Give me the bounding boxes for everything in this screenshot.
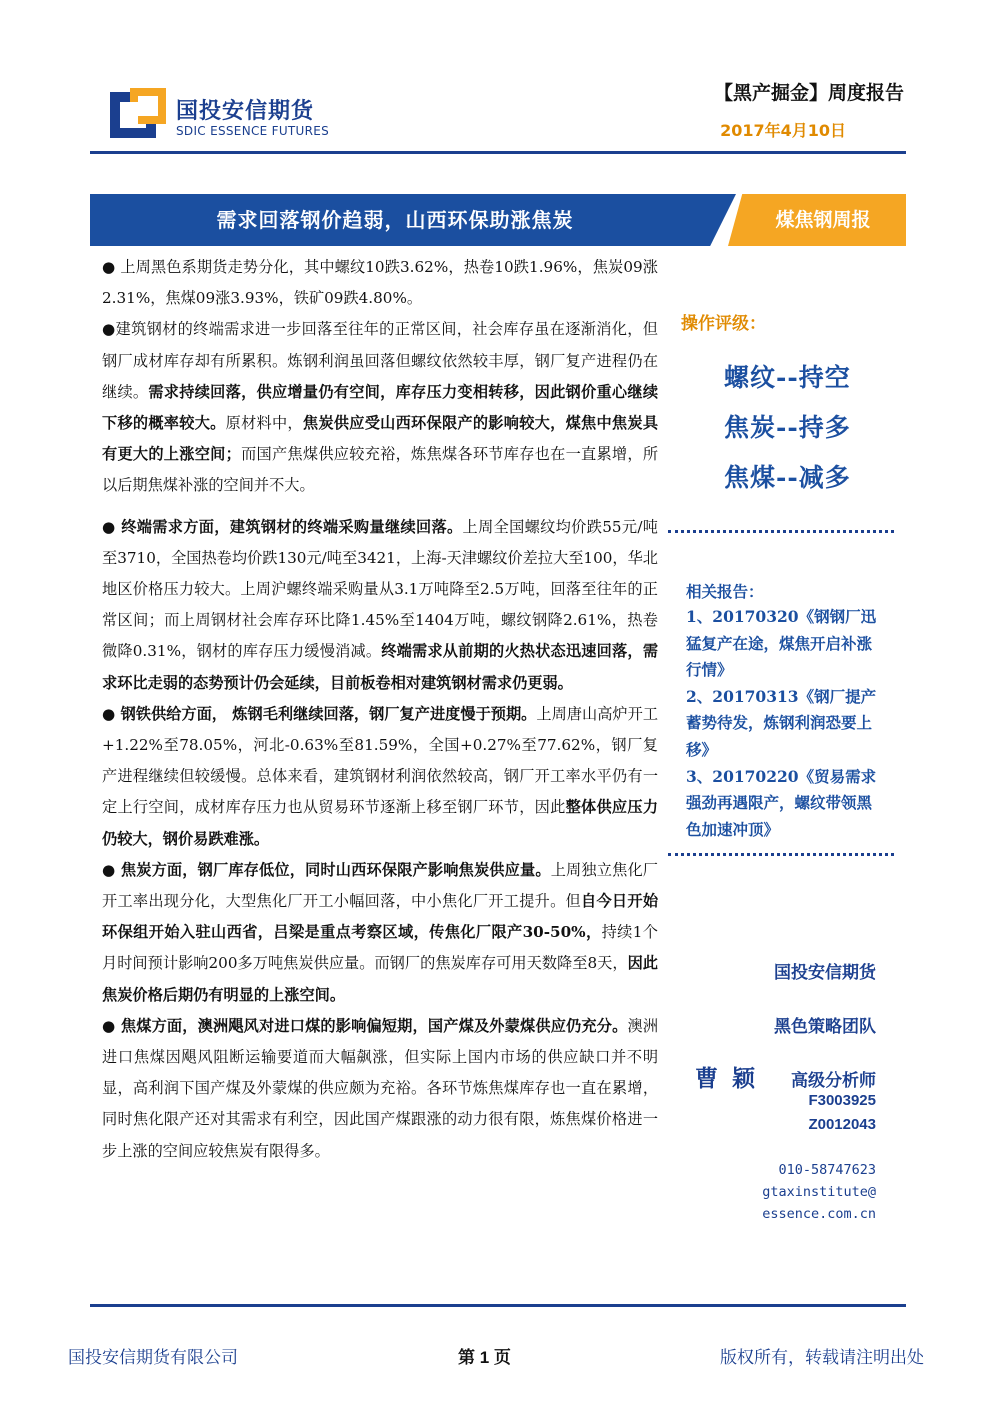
footer-company: 国投安信期货有限公司 [68, 1348, 238, 1368]
logo-english-name: SDIC ESSENCE FUTURES [176, 124, 330, 138]
related-reports-heading: 相关报告： [686, 582, 764, 601]
page-number: 第 1 页 [458, 1348, 511, 1367]
analyst-title: 高级分析师 [791, 1071, 876, 1091]
email-line-1[interactable]: gtaxinstitute@ [762, 1184, 876, 1200]
related-report-item[interactable]: 1、20170320《钢钢厂迅猛复产在途，煤焦开启补涨行情》 [686, 607, 877, 680]
sidebar-divider [668, 530, 894, 533]
consulting-number: Z0012043 [808, 1116, 876, 1133]
report-title: 需求回落钢价趋弱，山西环保助涨焦炭 [216, 208, 574, 232]
rating-rebar: 螺纹--持空 [724, 363, 851, 392]
qualification-number: F3003925 [808, 1092, 876, 1109]
phone-number: 010-58747623 [778, 1162, 876, 1178]
related-report-item[interactable]: 2、20170313《钢厂提产蓄势待发，炼钢利润恐要上移》 [686, 686, 877, 759]
demand-paragraph: ● 终端需求方面，建筑钢材的终端采购量继续回落。上周全国螺纹均价跌55元/吨至3710，全国热卷均价跌130元/吨至3421，上海-天津螺纹价差拉大至100，华北地区价格压力较大。上周沪螺终端采购量从3.1万吨降至2.5万吨，回落至往年的正常区间；而上周钢材社会库存环比降1.45%至1404万吨，螺纹钢降2.61%，热卷微降0.31%，钢材的库存压力缓慢消减。终端需求从前期的火热状态迅速回落，需求环比走弱的态势预计仍会延续，目前板卷相对建筑钢材需求仍更弱。 [102, 517, 659, 692]
report-date: 2017年4月10日 [720, 121, 846, 140]
category-tag: 煤焦钢周报 [775, 209, 871, 231]
header-divider [90, 151, 906, 154]
email-line-2[interactable]: essence.com.cn [762, 1206, 876, 1222]
related-reports-list [686, 604, 882, 843]
institution-name: 国投安信期货 [774, 963, 876, 983]
operation-rating-heading: 操作评级： [681, 314, 766, 334]
rating-coke: 焦炭--持多 [724, 413, 851, 442]
company-logo-icon [110, 88, 166, 144]
report-type: 【黑产掘金】周度报告 [713, 82, 904, 104]
analyst-name: 曹颖 [695, 1065, 769, 1092]
team-name: 黑色策略团队 [774, 1017, 876, 1037]
main-content [102, 252, 658, 1167]
coking-coal-paragraph: ● 焦煤方面，澳洲飓风对进口煤的影响偏短期，国产煤及外蒙煤供应仍充分。澳洲进口焦煤因飓风阻断运输要道而大幅飙涨，但实际上国内市场的供应缺口并不明显，高利润下国产煤及外蒙煤的供应颇为充裕。各环节炼焦煤库存也一直在累增，同时焦化限产还对其需求有利空，因此国产煤跟涨的动力很有限，炼焦煤价格进一步上涨的空间应较焦炭有限得多。 [102, 1016, 659, 1160]
summary-paragraph: ● 上周黑色系期货走势分化，其中螺纹10跌3.62%，热卷10跌1.96%，焦炭09涨2.31%，焦煤09涨3.93%，铁矿09跌4.80%。 [102, 258, 658, 308]
supply-paragraph: ● 钢铁供给方面， 炼钢毛利继续回落，钢厂复产进度慢于预期。上周唐山高炉开工+1.22%至78.05%，河北-0.63%至81.59%，全国+0.27%至77.62%，钢厂复产进程继续但较缓慢。总体来看，建筑钢材利润依然较高，钢厂开工率水平仍有一定上行空间，成材库存压力也从贸易环节逐渐上移至钢厂环节，因此整体供应压力仍较大，钢价易跌难涨。 [102, 704, 659, 848]
overview-paragraph: ●建筑钢材的终端需求进一步回落至往年的正常区间，社会库存虽在逐渐消化，但钢厂成材库存却有所累积。炼钢利润虽回落但螺纹依然较丰厚，钢厂复产进程仍在继续。需求持续回落，供应增量仍有空间，库存压力变相转移，因此钢价重心继续下移的概率较大。原材料中，焦炭供应受山西环保限产的影响较大，煤焦中焦炭具有更大的上涨空间；而国产焦煤供应较充裕，炼焦煤各环节库存也在一直累增，所以后期焦煤补涨的空间并不大。 [102, 320, 659, 495]
footer-copyright: 版权所有，转载请注明出处 [720, 1348, 924, 1368]
rating-coking-coal: 焦煤--减多 [724, 463, 851, 492]
sidebar-divider [668, 853, 894, 856]
coke-paragraph: ● 焦炭方面，钢厂库存低位，同时山西环保限产影响焦炭供应量。上周独立焦化厂开工率出现分化，大型焦化厂开工小幅回落，中小焦化厂开工提升。但自今日开始环保组开始入驻山西省，吕梁是重点考察区域，传焦化厂限产30-50%，持续1个月时间预计影响200多万吨焦炭供应量。而钢厂的焦炭库存可用天数降至8天，因此焦炭价格后期仍有明显的上涨空间。 [102, 860, 659, 1004]
logo-chinese-name: 国投安信期货 [176, 99, 315, 124]
footer-divider [90, 1304, 906, 1307]
related-report-item[interactable]: 3、20170220《贸易需求强劲再遇限产，螺纹带领黑色加速冲顶》 [686, 766, 877, 839]
